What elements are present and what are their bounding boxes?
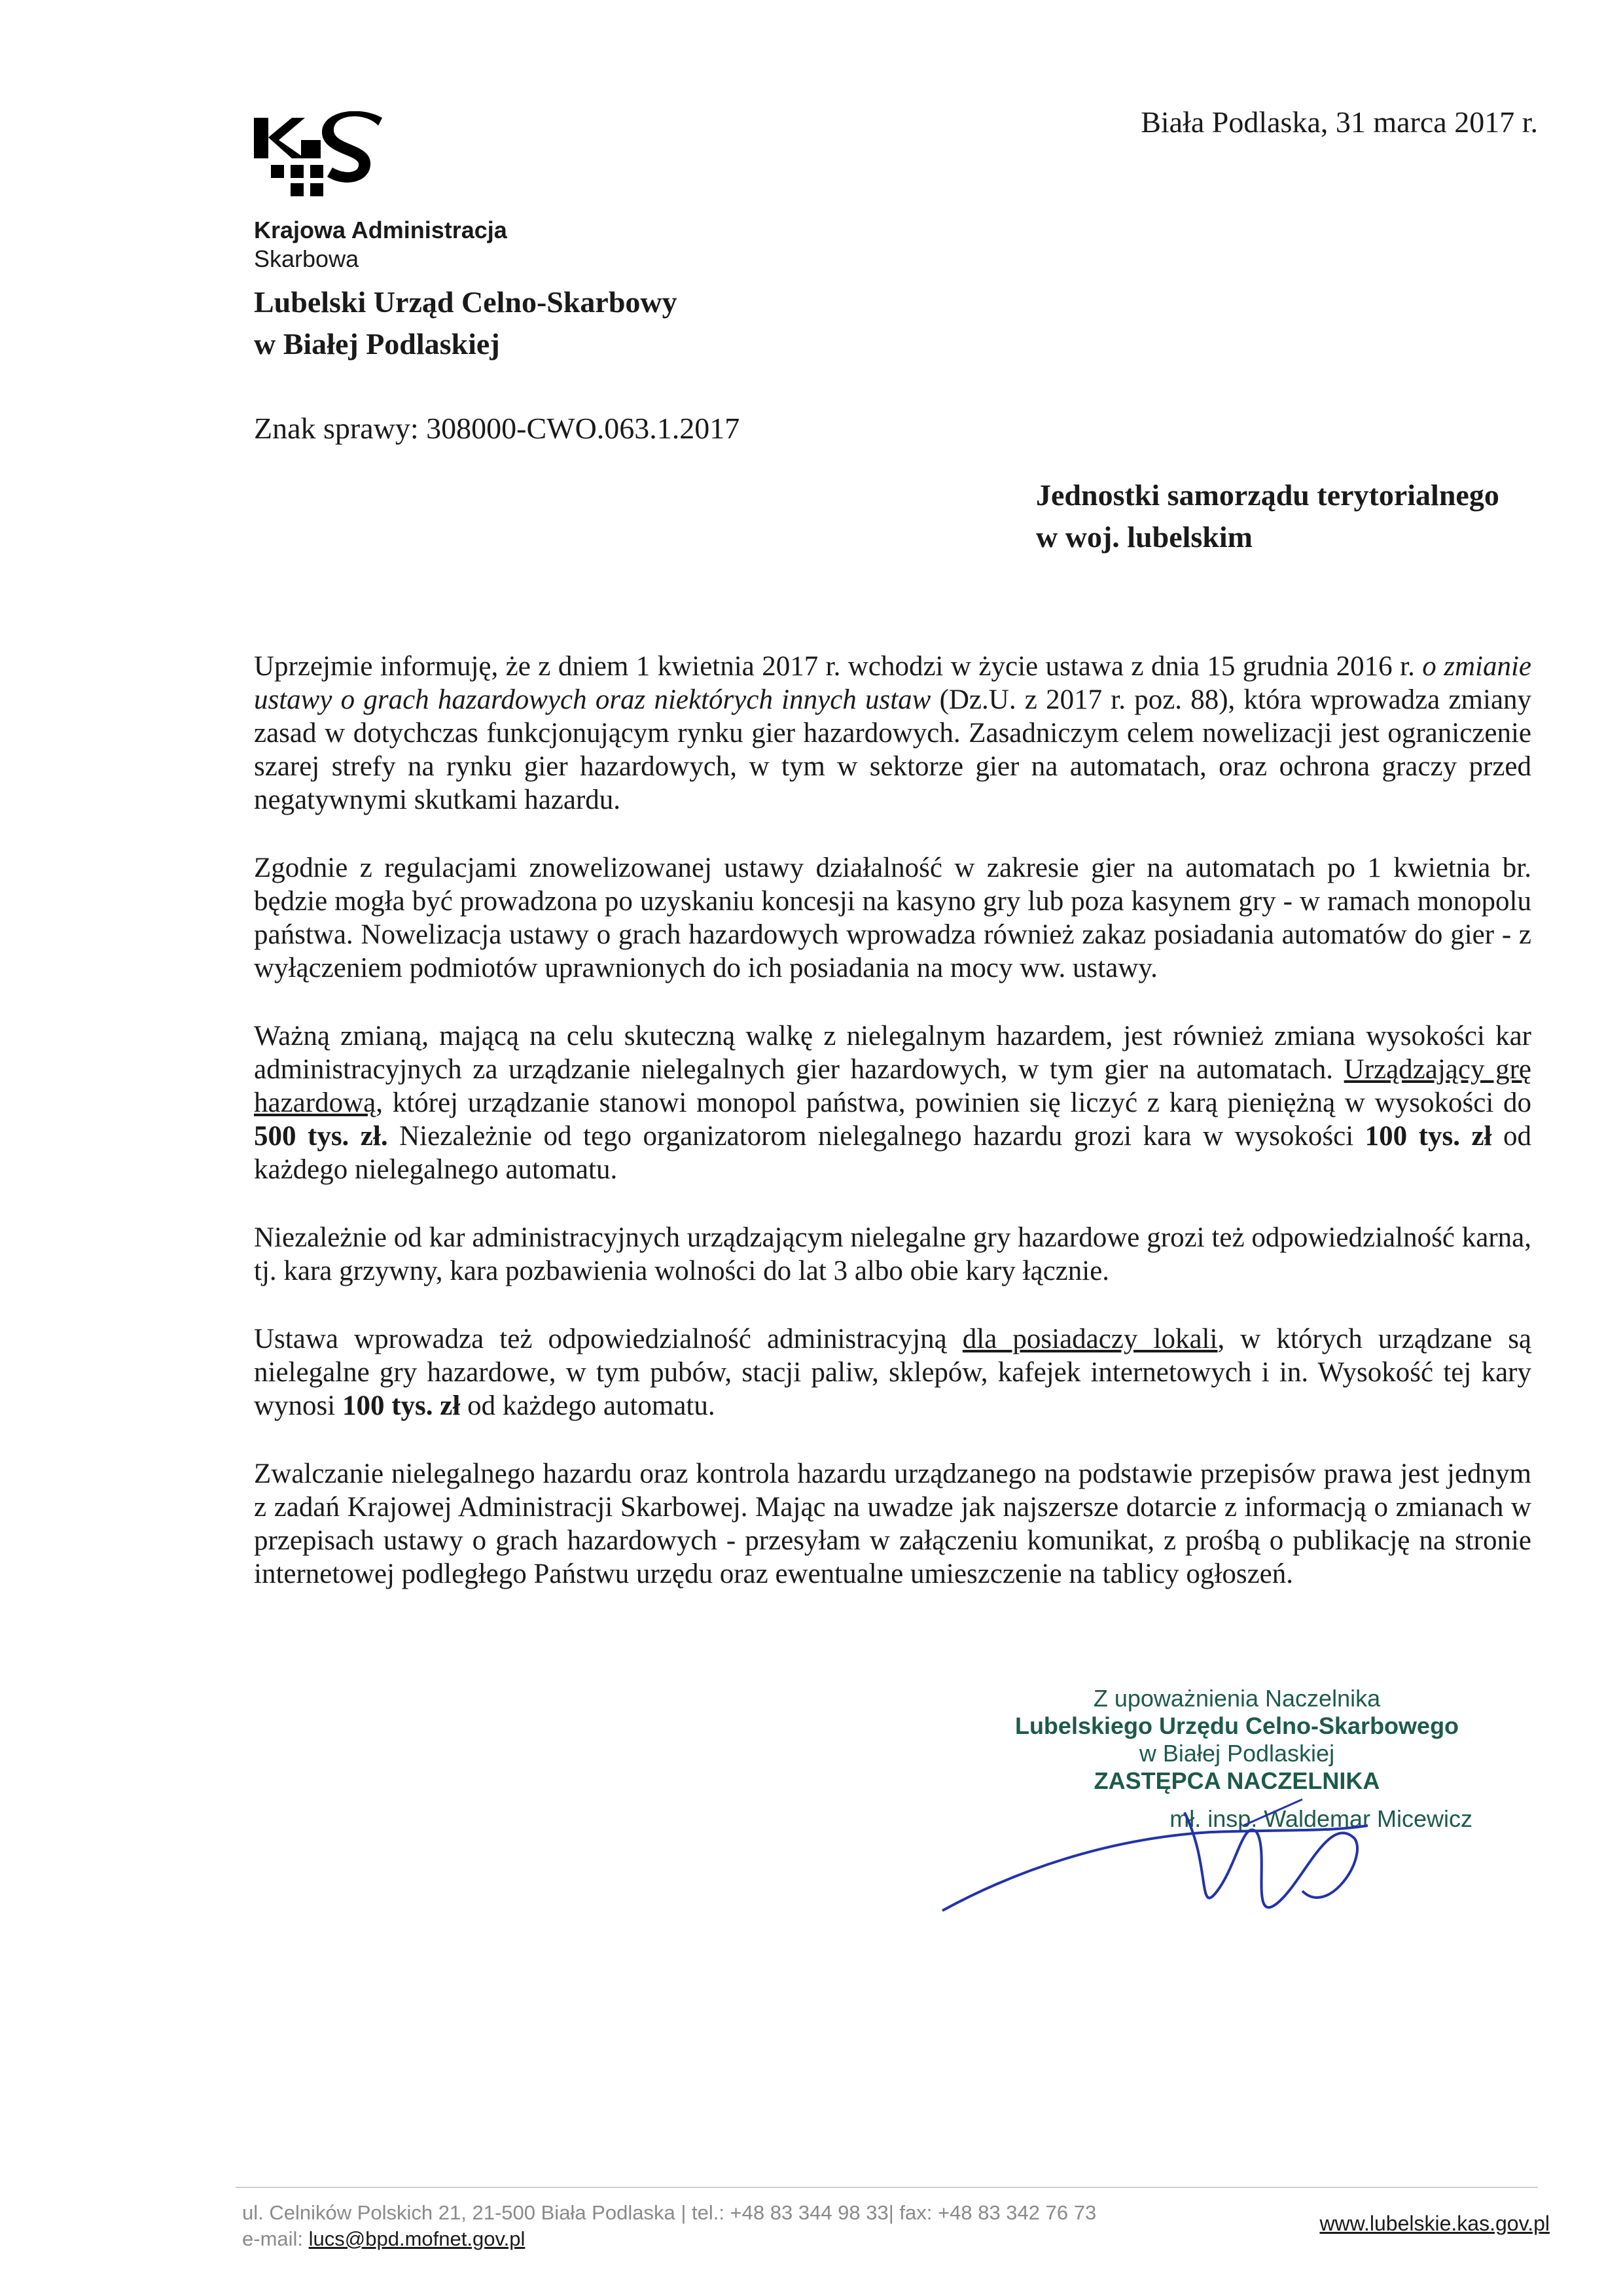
recipient-line-1: Jednostki samorządu terytorialnego [1036,478,1499,512]
p3-text-d: od każdego nielegalnego automatu. [254,1121,1532,1185]
footer-email-link[interactable]: lucs@bpd.mofnet.gov.pl [308,2227,526,2250]
office-name [254,281,677,365]
p5-text-a: Ustawa wprowadza też odpowiedzialność administracyjną [254,1324,947,1354]
office-name-line-2: w Białej Podlaskiej [254,327,500,361]
p5-bold-amount: 100 tys. zł [342,1390,461,1421]
logo-caption-line-1: Krajowa Administracja [254,217,507,243]
stamp-line-2: Lubelskiego Urzędu Celno-Skarbowego [1014,1712,1459,1739]
stamp-line-4: ZASTĘPCA NACZELNIKA [1094,1767,1380,1794]
place-and-date: Biała Podlaska, 31 marca 2017 r. [1141,105,1538,139]
footer-contact [242,2200,1096,2252]
paragraph-3 [254,1019,1531,1186]
p5-text-c: od każdego automatu. [467,1390,715,1421]
p1-text-b: (Dz.U. z 2017 r. poz. 88), która wprowadza zmiany zasad w dotychczas funkcjonującym rynku gier hazardowych. Zasadniczym celem nowelizacji jest ograniczenie szarej strefy na rynku gier hazardowych, w tym w sektorze gier na automatach, oraz ochrona graczy przed negatywnymi skutkami hazardu. [254,684,1532,815]
p3-underlined: Urządzający grę hazardową [254,1054,1531,1118]
p5-underlined: dla posiadaczy lokali [962,1324,1218,1354]
footer-address: ul. Celników Polskich 21, 21-500 Biała Podlaska | tel.: +48 83 344 98 33| fax: +48 83 342 76 73 [242,2201,1097,2224]
p1-text-a: Uprzejmie informuję, że z dniem 1 kwietnia 2017 r. wchodzi w życie ustawa z dnia 15 grudnia 2016 r. [254,651,1415,682]
paragraph-6: Zwalczanie nielegalnego hazardu oraz kontrola hazardu urządzanego na podstawie przepisów prawa jest jednym z zadań Krajowej Administracji Skarbowej. Mając na uwadze jak najszersze dotarcie z informacją o zmianach w przepisach ustawy o grach hazardowych - przesyłam w załączeniu komunikat, z prośbą o publikację na stronie internetowej podległego Państwu urzędu oraz ewentualne umieszczenie na tablicy ogłoszeń. [254,1458,1531,1589]
p3-bold-amount-2: 100 tys. zł [1364,1121,1492,1152]
footer-email-label: e-mail: [242,2227,304,2250]
p3-text-b: , której urządzanie stanowi monopol państwa, powinien się liczyć z karą pieniężną w wysokości do [376,1087,1531,1118]
recipient-line-2: w woj. lubelskim [1036,520,1253,554]
office-name-line-1: Lubelski Urząd Celno-Skarbowy [254,285,677,319]
stamp-line-3: w Białej Podlaskiej [1139,1740,1335,1767]
stamp-signatory: mł. insp. Waldemar Micewicz [1169,1805,1472,1832]
recipient [1036,474,1499,558]
footer-email-row [242,2226,1096,2252]
p3-text-a: Ważną zmianą, mającą na celu skuteczną walkę z nielegalnym hazardem, jest również zmiana wysokości kar administracyjnych za urządzanie nielegalnych gier hazardowych, w tym gier na automatach. [254,1021,1531,1085]
p1-act-title: o zmianie ustawy o grach hazardowych oraz niektórych innych ustaw [254,651,1531,715]
stamp-line-1: Z upoważnienia Naczelnika [1093,1685,1381,1712]
footer-divider [236,2187,1538,2188]
logo-caption [254,216,507,274]
paragraph-2: Zgodnie z regulacjami znowelizowanej ustawy działalność w zakresie gier na automatach po 1 kwietnia br. będzie mogła być prowadzona po uzyskaniu koncesji na kasyno gry lub poza kasynem gry - w ramach monopolu państwa. Nowelizacja ustawy o grach hazardowych wprowadza również zakaz posiadania automatów do gier - z wyłączeniem podmiotów uprawnionych do ich posiadania na mocy ww. ustawy. [254,853,1531,983]
paragraph-5 [254,1322,1531,1422]
footer-website-link[interactable]: www.lubelskie.kas.gov.pl [1319,2212,1550,2235]
paragraph-1 [254,650,1531,817]
p3-bold-amount-1: 500 tys. zł. [254,1121,388,1152]
paragraph-4: Niezależnie od kar administracyjnych urządzającym nielegalne gry hazardowe grozi też odpowiedzialność karna, tj. kara grzywny, kara pozbawienia wolności do lat 3 albo obie kary łącznie. [254,1222,1531,1286]
p3-text-c: Niezależnie od tego organizatorom nielegalnego hazardu grozi kara w wysokości [399,1121,1354,1152]
kas-logo [254,111,385,203]
case-number: Znak sprawy: 308000-CWO.063.1.2017 [254,412,740,445]
p5-text-b: , w których urządzane są nielegalne gry hazardowe, w tym pubów, stacji paliw, sklepów, kafejek internetowych i in. Wysokość tej kary wynosi [254,1324,1532,1421]
letter-body [254,650,1531,1625]
handwritten-signature [936,1734,1407,1930]
logo-caption-line-2: Skarbowa [254,245,359,272]
